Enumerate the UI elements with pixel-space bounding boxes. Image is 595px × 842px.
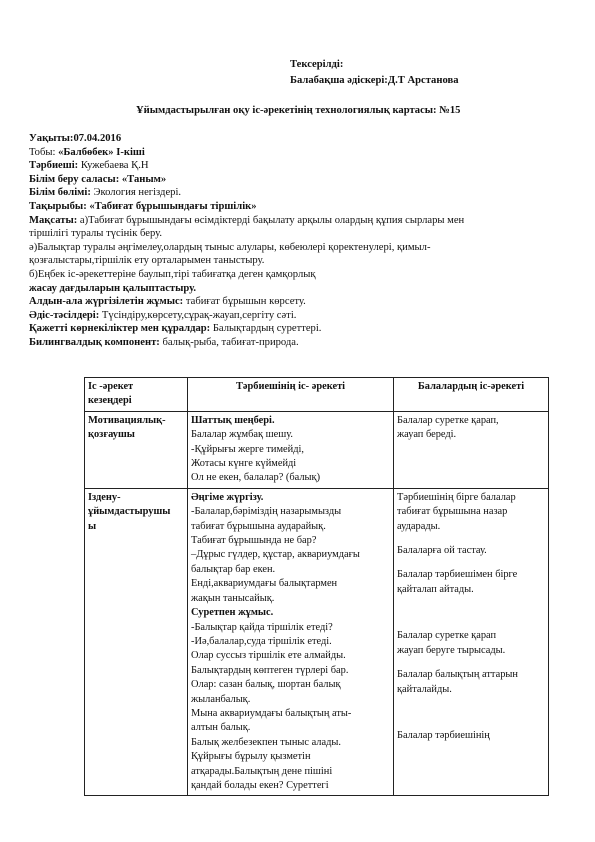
methods-value: Түсіндіру,көрсету,сұрақ-жауап,сергіту сәті. (99, 309, 297, 321)
section-line (29, 186, 464, 200)
children-line: жауап береді. (397, 429, 457, 441)
children-line: Балалар балықтың аттарын (397, 669, 518, 681)
prelim-line (29, 295, 464, 309)
goal-text-1: а)Табиғат бұрышындағы өсімдіктерді бақылату арқылы олардың құпия сырлары мен (77, 214, 465, 226)
teacher-line: Олар суссыз тіршілік ете алмайды. (191, 650, 346, 662)
table-header-row (85, 378, 549, 412)
materials-label: Қажетті көрнекіліктер мен құралдар: (29, 323, 211, 335)
methods-label: Әдіс-тәсілдері: (29, 309, 100, 321)
approval-line-2: Балабақша әдіскері:Д.Т Арстанова (290, 75, 459, 86)
children-line: Балалар тәрбиешінің (397, 729, 490, 741)
goal-line-6: жасау дағдыларын қалыптастыру. (29, 282, 197, 294)
teacher-label: Тәрбиеші: (29, 160, 79, 172)
header-children: Балалардың іс-әрекеті (394, 378, 549, 412)
topic-value: «Табиғат бұрышындағы тіршілік» (86, 200, 257, 212)
children-line: қайталайды. (397, 683, 452, 695)
stage-line: Іздену- (88, 491, 121, 503)
teacher-line: жақын танысайық. (191, 592, 275, 604)
teacher-line: Балалар жұмбақ шешу. (191, 429, 294, 441)
teacher-line: Ол не екен, балалар? (балық) (191, 472, 321, 484)
children-line: табиғат бұрышына назар (397, 506, 508, 518)
teacher-line: -Балалар,бәріміздің назарымызды (191, 506, 342, 518)
info-block (29, 132, 464, 350)
teacher-heading: Әңгіме жүргізу. (191, 491, 264, 503)
children-line: Балалар суретке қарап, (397, 414, 499, 426)
goal-line-3: ә)Балықтар туралы әңгімелеу,олардың тыныс алулары, көбеюлері қоректенулері, қимыл- (29, 241, 431, 253)
teacher-cell (188, 411, 394, 488)
children-cell (394, 411, 549, 488)
teacher-line: -Құйрығы жерге тимейді, (191, 443, 304, 455)
children-line: Балалар тәрбиешімен бірге (397, 569, 518, 581)
stage-cell (85, 488, 188, 796)
teacher-line: Мына аквариумдағы балықтың аты- (191, 707, 352, 719)
section-value: Экология негіздері. (90, 187, 182, 199)
teacher-line: жыланбалық. (191, 693, 251, 705)
stage-line: Мотивациялық- (88, 414, 166, 426)
bilingual-line (29, 336, 464, 350)
children-line: Тәрбиешінің бірге балалар (397, 491, 516, 503)
teacher-line (29, 159, 464, 173)
teacher-line: Олар: сазан балық, шортан балық (191, 679, 341, 691)
teacher-line: –Дұрыс гүлдер, құстар, аквариумдағы (191, 549, 360, 561)
teacher-line: -Иә,балалар,суда тіршілік етеді. (191, 635, 332, 647)
teacher-line: табиғат бұрышына аударайық. (191, 520, 326, 532)
header-stage-line-2: кезеңдері (88, 395, 132, 407)
teacher-line: Балықтардың көптеген түрлері бар. (191, 664, 349, 676)
area-label: Білім беру саласы: (29, 173, 120, 185)
bilingual-label: Билингвалдық компонент: (29, 336, 160, 348)
date-label: Уақыты: (29, 133, 74, 144)
teacher-cell (188, 488, 394, 796)
table-row (85, 488, 549, 796)
teacher-heading: Суретпен жұмыс. (191, 607, 274, 619)
stage-line: ұйымдастырушы (88, 506, 171, 518)
goal-line-1 (29, 214, 464, 228)
stage-line: ы (88, 520, 97, 532)
teacher-line: Құйрығы бұрылу қызметін (191, 751, 311, 763)
materials-value: Балықтардың суреттері. (210, 323, 322, 335)
teacher-line: қандай болады екен? Суреттегі (191, 779, 329, 791)
stage-line: қозғаушы (88, 429, 135, 441)
materials-line (29, 322, 464, 336)
date-value: 07.04.2016 (73, 133, 122, 144)
children-line: қайталап айтады. (397, 583, 474, 595)
date-line (29, 132, 464, 146)
prelim-label: Алдын-ала жүргізілетін жұмыс: (29, 296, 184, 308)
group-line (29, 146, 464, 160)
teacher-line: -Балықтар қайда тіршілік етеді? (191, 621, 333, 633)
children-line: аударады. (397, 520, 441, 532)
children-cell (394, 488, 549, 796)
area-value: «Таным» (119, 173, 167, 185)
goal-line-2: тіршілігі туралы түсінік беру. (29, 228, 163, 240)
group-label: Тобы: (29, 146, 56, 158)
header-stage (85, 378, 188, 412)
group-value: «Балбөбек» І-кіші (55, 146, 145, 158)
children-line: жауап беруге тырысады. (397, 644, 506, 656)
section-label: Білім бөлімі: (29, 187, 91, 199)
teacher-line: Енді,аквариумдағы балықтармен (191, 578, 338, 590)
bilingual-value: балық-рыба, табиғат-природа. (159, 336, 299, 348)
table-row (85, 411, 549, 488)
children-line: Балалар суретке қарап (397, 630, 497, 642)
goal-line-4: қозғалыстары,тіршілік ету орталарымен таныстыру. (29, 255, 265, 267)
document-title: Ұйымдастырылған оқу іс-әрекетінің технологиялық картасы: №15 (136, 105, 461, 116)
header-stage-line-1: Іс -әрекет (88, 381, 134, 392)
teacher-line: алтын балық. (191, 722, 251, 734)
teacher-value: Кужебаева Қ.Н (78, 160, 149, 172)
teacher-line: Балық желбезекпен тыныс алады. (191, 736, 341, 748)
children-line: Балаларға ой тастау. (397, 545, 487, 557)
methods-line (29, 309, 464, 323)
prelim-value: табиғат бұрышын көрсету. (183, 296, 306, 308)
topic-line (29, 200, 464, 214)
approval-line-1: Тексерілді: (290, 59, 344, 70)
teacher-line: атқарады.Балықтың дене пішіні (191, 765, 333, 777)
topic-label: Тақырыбы: (29, 200, 87, 212)
header-teacher: Тәрбиешінің іс- әрекеті (188, 378, 394, 412)
activity-table (84, 377, 549, 796)
stage-cell (85, 411, 188, 488)
teacher-heading: Шаттық шеңбері. (191, 414, 275, 426)
goal-label: Мақсаты: (29, 214, 78, 226)
teacher-line: Табиғат бұрышында не бар? (191, 535, 317, 547)
teacher-line: Жотасы күнге күймейді (191, 458, 297, 470)
area-line (29, 173, 464, 187)
goal-line-5: б)Еңбек іс-әрекеттеріне баулып,тірі табиғатқа деген қамқорлық (29, 268, 316, 280)
teacher-line: балықтар бар екен. (191, 563, 276, 575)
